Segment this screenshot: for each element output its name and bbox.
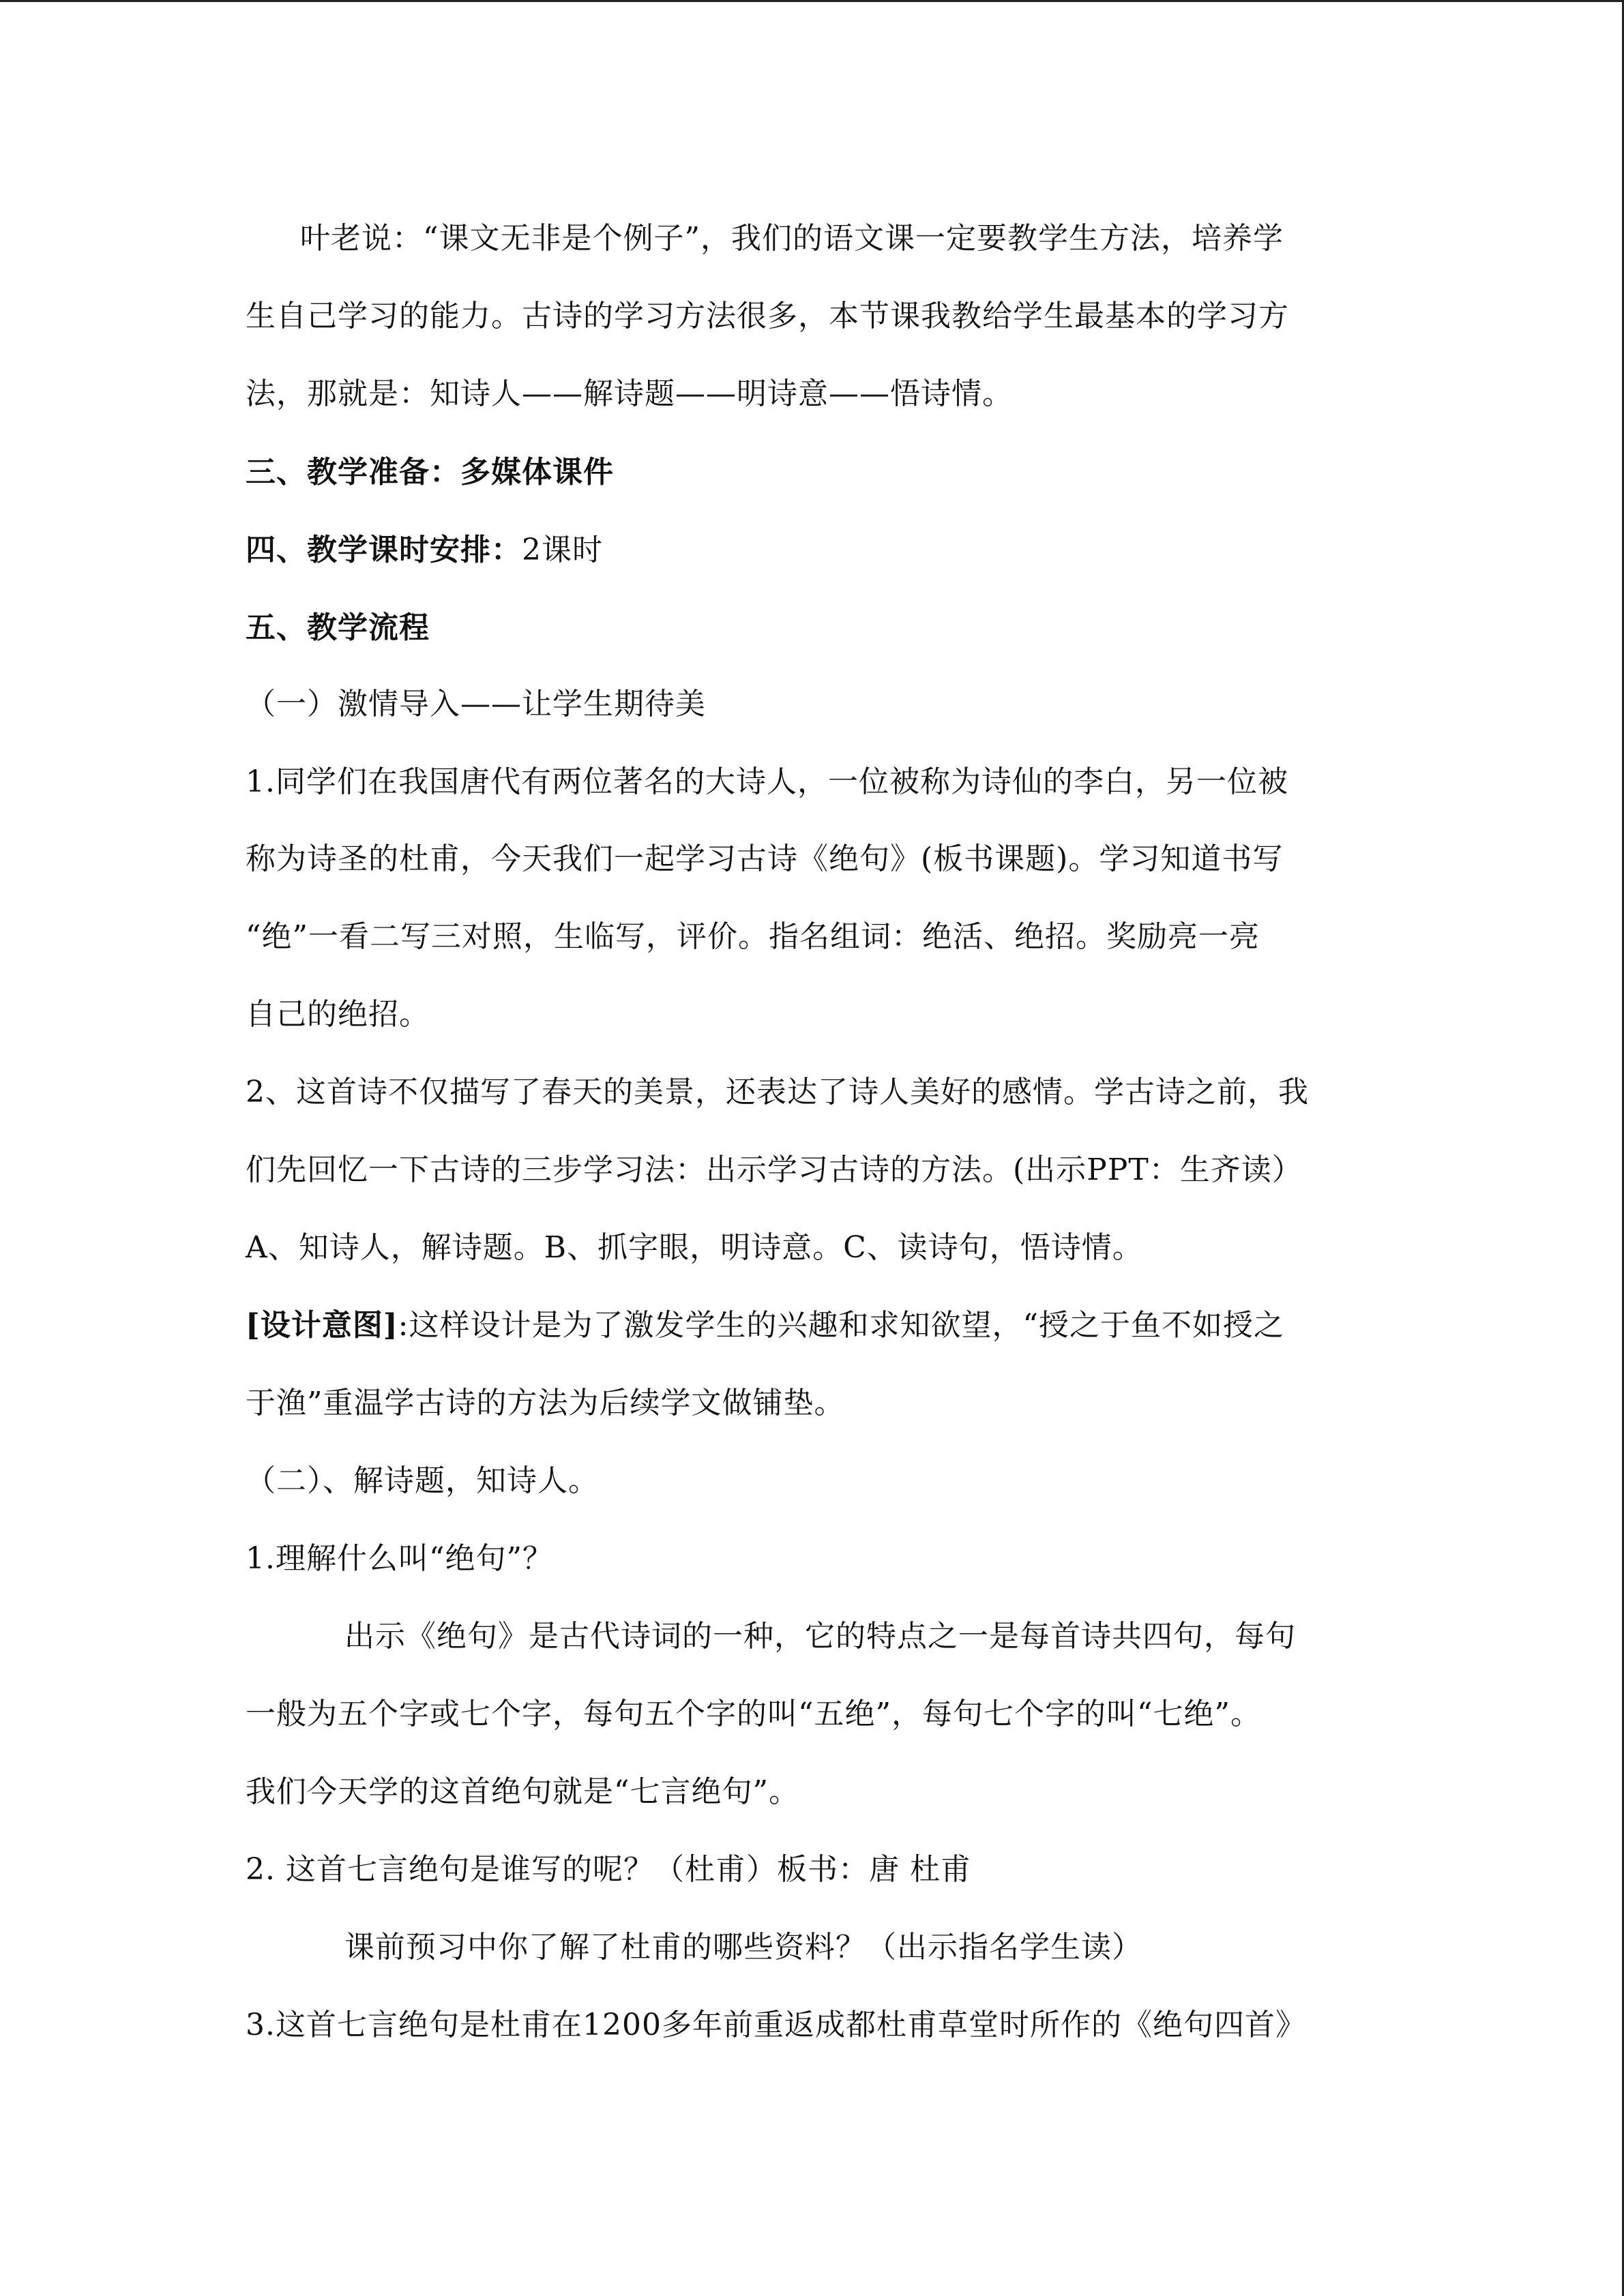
design-intent-text: :这样设计是为了激发学生的兴趣和求知欲望，“授之于鱼不如授之	[398, 1308, 1284, 1343]
paragraph-line: 2、这首诗不仅描写了春天的美景，还表达了诗人美好的感情。学古诗之前，我	[246, 1075, 1309, 1109]
paragraph-line: 们先回忆一下古诗的三步学习法：出示学习古诗的方法。(出示PPT：生齐读）	[246, 1152, 1303, 1187]
section-heading: （一）激情导入——让学生期待美	[246, 687, 706, 721]
paragraph-line: A、知诗人，解诗题。B、抓字眼，明诗意。C、读诗句，悟诗情。	[246, 1230, 1143, 1265]
paragraph-line: 出示《绝句》是古代诗词的一种，它的特点之一是每首诗共四句，每句	[344, 1619, 1296, 1654]
paragraph-line: 1.理解什么叫“绝句”？	[246, 1541, 553, 1576]
paragraph-line: 课前预习中你了解了杜甫的哪些资料？（出示指名学生读）	[344, 1930, 1142, 1965]
heading-lesson-schedule	[246, 530, 1385, 571]
heading-label: 四、教学课时安排：	[246, 533, 522, 567]
section-heading: （二）、解诗题，知诗人。	[246, 1463, 599, 1498]
paragraph-line: 2. 这首七言绝句是谁写的呢？（杜甫）板书：唐 杜甫	[246, 1852, 971, 1887]
heading-teaching-process: 五、教学流程	[246, 610, 430, 645]
paragraph-line: 1.同学们在我国唐代有两位著名的大诗人，一位被称为诗仙的李白，另一位被	[246, 764, 1288, 799]
heading-value: 2课时	[522, 533, 603, 567]
paragraph-line: 一般为五个字或七个字，每句五个字的叫“五绝”，每句七个字的叫“七绝”。	[246, 1697, 1261, 1731]
paragraph-line: 于渔”重温学古诗的方法为后续学文做铺垫。	[246, 1386, 845, 1420]
design-intent-label: [设计意图]	[246, 1308, 398, 1343]
paragraph-line: 叶老说：“课文无非是个例子”，我们的语文课一定要教学生方法，培养学	[300, 221, 1284, 256]
heading-teaching-prep: 三、教学准备：多媒体课件	[246, 455, 614, 490]
paragraph-line: 我们今天学的这首绝句就是“七言绝句”。	[246, 1774, 799, 1809]
paragraph-line: 生自己学习的能力。古诗的学习方法很多，本节课我教给学生最基本的学习方	[246, 299, 1289, 333]
paragraph-line: “绝”一看二写三对照，生临写，评价。指名组词：绝活、绝招。奖励亮一亮	[246, 919, 1260, 954]
paragraph-line: 法，那就是：知诗人——解诗题——明诗意——悟诗情。	[246, 376, 1013, 411]
paragraph-line: 自己的绝招。	[246, 997, 430, 1032]
paragraph-line: 3.这首七言绝句是杜甫在1200多年前重返成都杜甫草堂时所作的《绝句四首》	[246, 2008, 1306, 2042]
paragraph-line: 称为诗圣的杜甫，今天我们一起学习古诗《绝句》(板书课题)。学习知道书写	[246, 841, 1284, 876]
design-intent	[246, 1305, 1385, 1346]
